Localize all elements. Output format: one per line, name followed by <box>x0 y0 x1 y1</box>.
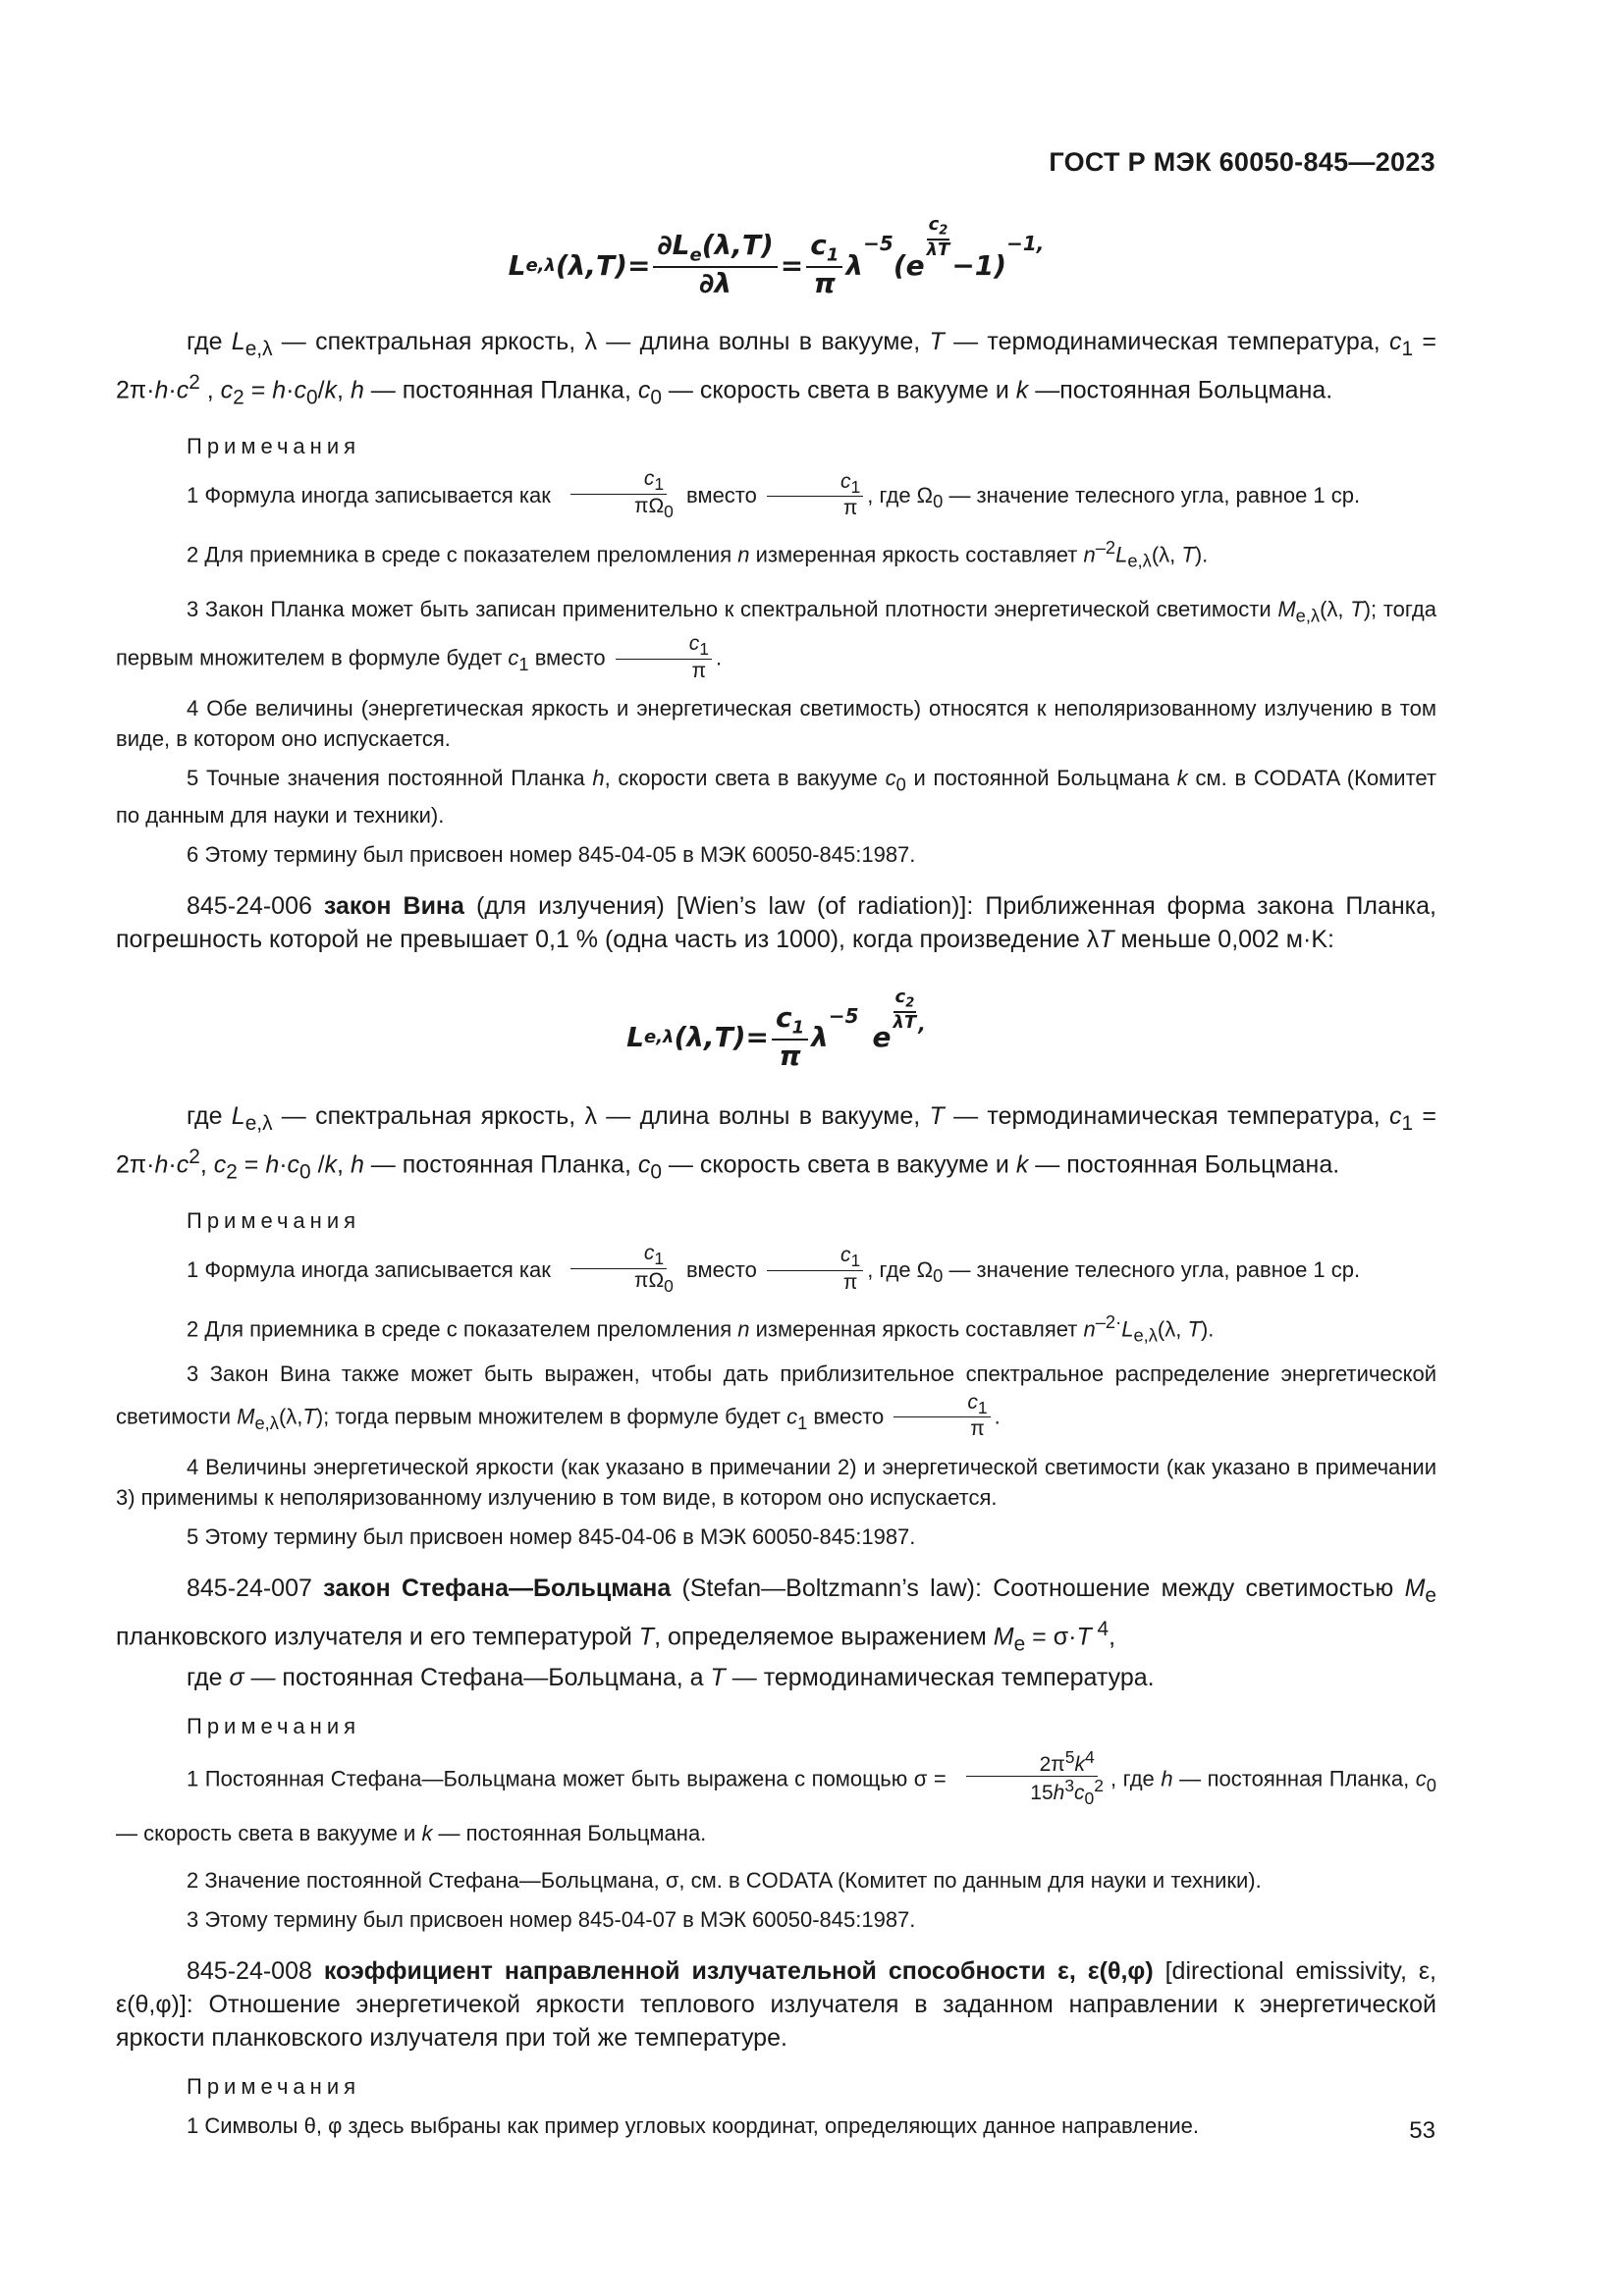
formula-comma: , <box>1036 232 1045 256</box>
planck-formula-legend: где $L_{e,\lambda}$ — спектральная яркость, λ — длина волны в вакууме, T — термодинамическая температура, $c_1 = 2\pi\cdot h\cdot c^2$ , $c_2 = h\cdot c_0/k$, h — постоянная Планка, $c_0$ — скорость света в вакууме и k —постоянная Больцмана. <box>116 328 1436 409</box>
note-item: 2 Для приемника в среде с показателем преломления n измеренная яркость составляет $n^{-2\cdot}L_{e,\lambda}(\lambda$, T). <box>187 1311 1215 1346</box>
document-code-header: ГОСТ Р МЭК 60050-845—2023 <box>1049 147 1435 177</box>
formula-equals: = <box>745 1021 769 1054</box>
derivative-fraction <box>653 231 777 299</box>
page-content <box>116 211 1436 2141</box>
note-item: 1 Постоянная Стефана—Больцмана может быть выражена с помощью σ = $\frac{2\pi^5k^4}{15h^3c_0^2}$ , где h — постоянная Планка, $c_0$ — скорость света в вакууме и k — постоянная Больцмана. <box>116 1747 1436 1845</box>
pi-symbol: π <box>813 267 836 300</box>
c1-over-pi-fraction <box>772 1000 808 1073</box>
derivative-denominator: ∂λ <box>699 267 732 300</box>
c2-subscript: 2 <box>939 223 948 239</box>
formula-equals: = <box>780 248 804 282</box>
c1-over-pi-fraction <box>806 231 842 299</box>
note-item: 4 Обе величины (энергетическая яркость и энергетическая светимость) относятся к неполяризованному излучению в том виде, в котором оно испускается. <box>116 696 1436 752</box>
notes-heading: Примечания <box>187 434 361 459</box>
lambda-exponent: −5 <box>828 1003 859 1028</box>
formula-subscript: e,λ <box>644 1027 675 1048</box>
exponent-denominator: λT <box>893 1011 917 1033</box>
term-stefan-boltzmann-law: 845-24-007 закон Стефана—Больцмана (Stefan—Boltzmann’s law): Соотношение между светимостью $M_e$ планковского излучателя и его температурой T, определяемое выражением $M_e = \sigma\cdot T$ $^4$, <box>116 1574 1436 1656</box>
exp-open: (e <box>893 248 925 282</box>
lambda-symbol: λ <box>811 1021 829 1054</box>
page-number: 53 <box>1409 2117 1435 2144</box>
formula-symbol: L <box>508 248 526 282</box>
c2-symbol: c <box>894 987 906 1008</box>
c1-subscript: 1 <box>791 1017 805 1039</box>
exponent-denominator: λT <box>926 239 950 260</box>
term-directional-emissivity: 845-24-008 коэффициент направленной излучательной способности ε, ε(θ,φ) [directional emissivity, ε, ε(θ,φ)]: Отношение энергетичекой яркости теплового излучателя в заданном направлении к энергетической яркости планковского излучателя при той же температуре. <box>116 1956 1436 2052</box>
pi-symbol: π <box>779 1040 801 1073</box>
note-item: 6 Этому термину был присвоен номер 845-04-05 в МЭК 60050-845:1987. <box>187 841 916 867</box>
outer-exponent: −1 <box>1006 232 1037 256</box>
note-item: 3 Закон Вина также может быть выражен, чтобы дать приблизительное спектральное распределение энергетической светимости $M_{e,\lambda}(\lambda,T)$; тогда первым множителем в формуле будет $c_1$ вместо $\frac{c_1}{\pi}$ . <box>116 1361 1436 1441</box>
exp-base: e <box>872 1021 892 1054</box>
formula-subscript: e,λ <box>525 254 556 276</box>
exp-close: −1) <box>951 248 1007 282</box>
lambda-symbol: λ <box>845 248 864 282</box>
derivative-numerator: ∂L <box>657 229 690 261</box>
c1-symbol: c <box>810 229 827 261</box>
note-item: 1 Формула иногда записывается как $\frac{c_1}{\pi\Omega_0}$ вместо $\frac{c_1}{\pi}$ , где $\Omega_0$ — значение телесного угла, равное 1 ср. <box>187 1242 1361 1296</box>
c1-subscript: 1 <box>826 244 839 266</box>
c1-symbol: c <box>775 1000 792 1034</box>
note-item: 1 Символы θ, φ здесь выбраны как пример угловых координат, определяющих данное направление. <box>187 2112 1199 2138</box>
lambda-exponent: −5 <box>863 232 893 256</box>
term-stefan-boltzmann-legend: где σ — постоянная Стефана—Больцмана, а T — термодинамическая температура. <box>187 1664 1155 1692</box>
derivative-args: (λ,T) <box>701 229 774 261</box>
exponent-fraction <box>927 216 950 259</box>
note-item: 3 Закон Планка может быть записан применительно к спектральной плотности энергетической светимости $M_{e,\lambda}(\lambda$, T); тогда первым множителем в формуле будет $c_1$ вместо $\frac{c_1}{\pi}$ . <box>116 597 1436 682</box>
wien-formula-legend: где $L_{e,\lambda}$ — спектральная яркость, λ — длина волны в вакууме, T — термодинамическая температура, $c_1 = 2\pi\cdot h\cdot c^2$, $c_2 = h\cdot c_0$ /k, h — постоянная Планка, $c_0$ — скорость света в вакууме и k — постоянная Больцмана. <box>116 1101 1436 1184</box>
formula-args: (λ,T) <box>555 248 627 282</box>
note-item: 4 Величины энергетической яркости (как указано в примечании 2) и энергетической светимости (как указано в примечании 3) применимы к неполяризованному излучению в том виде, в котором оно испускается. <box>116 1454 1436 1510</box>
notes-heading: Примечания <box>187 1208 361 1234</box>
derivative-subscript: e <box>689 244 702 266</box>
c2-symbol: c <box>928 214 940 236</box>
wien-law-formula <box>116 974 1436 1094</box>
formula-args: (λ,T) <box>674 1021 746 1054</box>
note-item: 5 Точные значения постоянной Планка h, скорости света в вакууме $c_0$ и постоянной Больцмана k см. в CODATA (Комитет по данным для науки и техники). <box>116 766 1437 828</box>
note-item: 2 Значение постоянной Стефана—Больцмана, σ, см. в CODATA (Комитет по данным для науки и техники). <box>187 1867 1262 1893</box>
formula-comma: , <box>918 1011 926 1036</box>
note-item: 1 Формула иногда записывается как $\frac{c_1}{\pi\Omega_0}$ вместо $\frac{c_1}{\pi}$ , где $\Omega_0$ — значение телесного угла, равное 1 ср. <box>187 467 1361 522</box>
c2-subscript: 2 <box>905 995 915 1011</box>
note-item: 5 Этому термину был присвоен номер 845-04-06 в МЭК 60050-845:1987. <box>187 1523 916 1549</box>
formula-equals: = <box>626 248 651 282</box>
term-wien-law: 845-24-006 закон Вина (для излучения) [Wien’s law (of radiation)]: Приближенная форма закона Планка, погрешность которой не превышает 0,1 % (одна часть из 1000), когда произведение λT меньше 0,002 м·K: <box>116 891 1437 953</box>
notes-heading: Примечания <box>187 2073 361 2099</box>
notes-heading: Примечания <box>187 1714 361 1739</box>
formula-symbol: L <box>626 1021 644 1054</box>
planck-law-formula <box>116 211 1436 319</box>
exponent-fraction <box>893 988 917 1032</box>
note-item: 3 Этому термину был присвоен номер 845-04-07 в МЭК 60050-845:1987. <box>187 1906 916 1932</box>
note-item: 2 Для приемника в среде с показателем преломления n измеренная яркость составляет $n^{-2}L_{e,\lambda}(\lambda$, T). <box>187 537 1209 572</box>
